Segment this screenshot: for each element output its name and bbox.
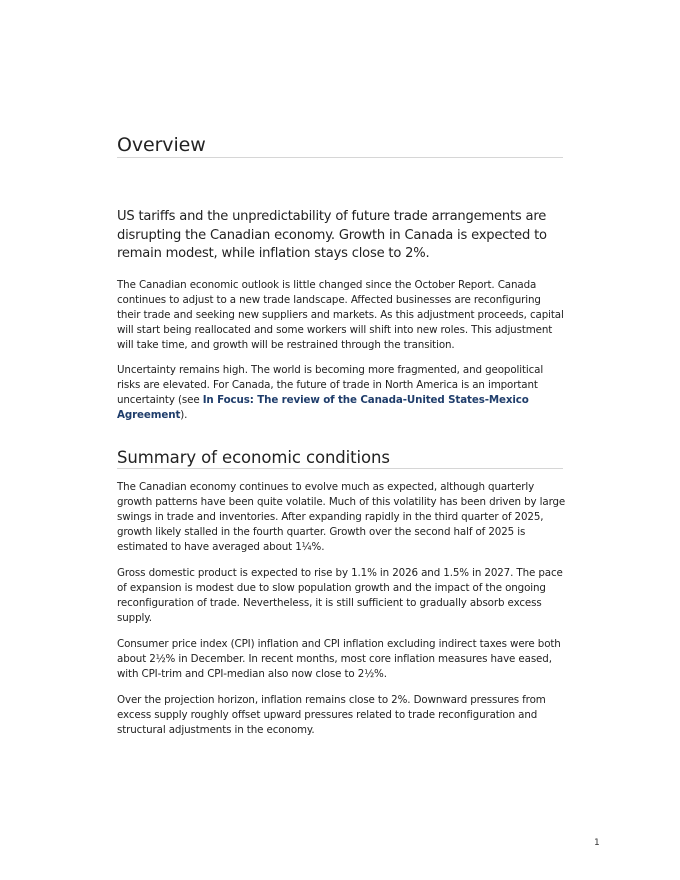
page-number: 1 [594,838,600,848]
overview-lead-paragraph: US tariffs and the unpredictability of future trade arrangements are disrupting the Canadian economy. Growth in Canada is expected to remain modest, while inflation stays close to 2%. [117,209,547,261]
summary-paragraph-3: Consumer price index (CPI) inflation and CPI inflation excluding indirect taxes were both about 2½% in December. In recent months, most core inflation measures have eased, with CPI-trim and CPI-median also now close to 2½%. [117,638,561,680]
overview-heading: Overview [117,133,563,158]
summary-heading: Summary of economic conditions [117,447,563,469]
summary-paragraph-4: Over the projection horizon, inflation remains close to 2%. Downward pressures from excess supply roughly offset upward pressures related to trade reconfiguration and structural adjustments in the economy. [117,694,546,736]
overview-paragraph-1: The Canadian economic outlook is little changed since the October Report. Canada continues to adjust to a new trade landscape. Affected businesses are reconfiguring their trade and seeking new suppliers and markets. As this adjustment proceeds, capital will start being reallocated and some workers will shift into new roles. This adjustment will take time, and growth will be restrained through the transition. [117,279,564,351]
overview-paragraph-2 [117,363,567,423]
overview-paragraph-2-text: Uncertainty remains high. The world is becoming more fragmented, and geopolitical risks are elevated. For Canada, the future of trade in North America is an important uncertainty (see [117,364,544,406]
overview-paragraph-2-close: ). [180,409,188,421]
summary-paragraph-1: The Canadian economy continues to evolve much as expected, although quarterly growth patterns have been quite volatile. Much of this volatility has been driven by large swings in trade and inventories. After expanding rapidly in the third quarter of 2025, growth likely stalled in the fourth quarter. Growth over the second half of 2025 is estimated to have averaged about 1¼%. [117,481,566,553]
summary-paragraph-2: Gross domestic product is expected to rise by 1.1% in 2026 and 1.5% in 2027. The pace of expansion is modest due to slow population growth and the impact of the ongoing reconfiguration of trade. Nevertheless, it is still sufficient to gradually absorb excess supply. [117,567,563,624]
in-focus-cusma-link[interactable]: In Focus: The review of the Canada-United States-Mexico Agreement [117,394,529,421]
